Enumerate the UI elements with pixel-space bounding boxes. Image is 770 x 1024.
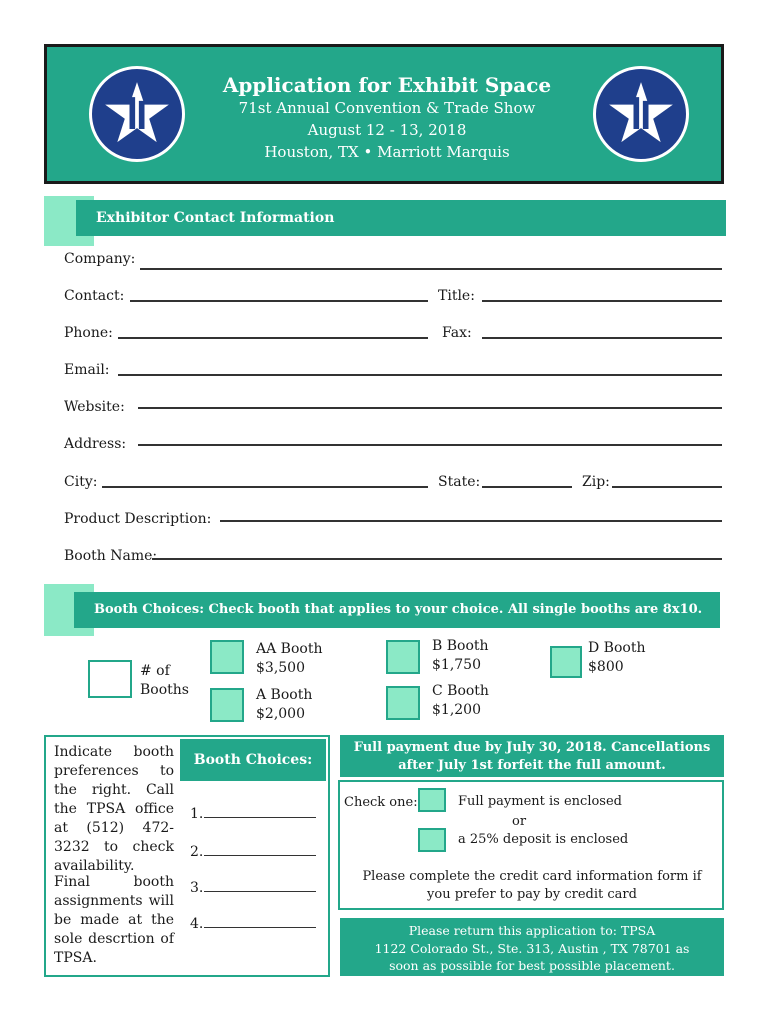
b-booth-price: $1,750 [432,657,481,673]
payment-heading: Full payment due by July 30, 2018. Cancellations after July 1st forfeit the full amount. [340,735,724,777]
booth-name-field[interactable] [152,558,722,560]
num-booths-label-2: Booths [140,682,189,698]
state-field[interactable] [482,486,572,488]
d-booth-checkbox[interactable] [550,646,582,678]
contact-field[interactable] [130,300,428,302]
b-booth-label: B Booth [432,638,489,654]
company-label: Company: [64,251,136,267]
d-booth-price: $800 [588,659,624,675]
event-name: 71st Annual Convention & Trade Show [238,99,536,117]
num-booths-label: # of [140,663,170,679]
event-dates: August 12 - 13, 2018 [307,121,467,139]
b-booth-checkbox[interactable] [386,640,420,674]
choice-4-number: 4. [190,916,204,932]
contact-section-heading: Exhibitor Contact Information [76,200,726,236]
choice-2-field[interactable] [204,855,316,856]
form-title: Application for Exhibit Space [222,73,552,97]
return-line-3: soon as possible for best possible placement. [389,958,675,973]
preferences-instructions: Indicate booth preferences to the right. Call the TPSA office at (512) 472-3232 to check availability. [54,744,174,874]
choice-3-number: 3. [190,880,204,896]
tpsa-logo-right [593,66,689,162]
choice-4-field[interactable] [204,927,316,928]
choice-2-number: 2. [190,844,204,860]
credit-card-note: Please complete the credit card information form if you prefer to pay by credit card [362,869,702,902]
check-one-label: Check one: [344,795,418,810]
phone-label: Phone: [64,325,113,341]
tpsa-logo-left [89,66,185,162]
return-line-1: Please return this application to: TPSA [408,923,656,938]
email-label: Email: [64,362,110,378]
booth-section-heading: Booth Choices: Check booth that applies to your choice. All single booths are 8x10. [74,592,720,628]
zip-field[interactable] [612,486,722,488]
address-label: Address: [64,436,127,452]
website-label: Website: [64,399,125,415]
a-booth-label: A Booth [256,687,313,703]
state-label: State: [438,474,481,490]
choice-3-field[interactable] [204,891,316,892]
address-field[interactable] [138,444,722,446]
company-field[interactable] [140,268,722,270]
title-label: Title: [438,288,475,304]
product-description-field[interactable] [220,520,722,522]
header-banner [44,44,724,184]
choice-1-number: 1. [190,806,204,822]
return-address-box [340,918,724,976]
city-label: City: [64,474,98,490]
a-booth-price: $2,000 [256,706,305,722]
event-location: Houston, TX • Marriott Marquis [264,143,510,161]
booth-name-label: Booth Name: [64,548,158,564]
website-field[interactable] [138,407,722,409]
aa-booth-price: $3,500 [256,660,305,676]
num-booths-input[interactable] [88,660,132,698]
email-field[interactable] [118,374,722,376]
or-label: or [512,814,527,829]
c-booth-price: $1,200 [432,702,481,718]
choice-1-field[interactable] [204,817,316,818]
deposit-checkbox[interactable] [418,828,446,852]
fax-field[interactable] [482,337,722,339]
c-booth-checkbox[interactable] [386,686,420,720]
d-booth-label: D Booth [588,640,646,656]
c-booth-label: C Booth [432,683,489,699]
final-assignment-note: Final booth assignments will be made at the sole descrtion of TPSA. [54,874,174,966]
aa-booth-label: AA Booth [256,641,323,657]
full-payment-checkbox[interactable] [418,788,446,812]
a-booth-checkbox[interactable] [210,688,244,722]
phone-field[interactable] [118,337,428,339]
payment-options-box [338,780,724,910]
product-description-label: Product Description: [64,511,212,527]
zip-label: Zip: [582,474,610,490]
city-field[interactable] [102,486,428,488]
title-field[interactable] [482,300,722,302]
deposit-label: a 25% deposit is enclosed [458,832,629,847]
fax-label: Fax: [442,325,472,341]
booth-choices-heading: Booth Choices: [180,739,326,781]
full-payment-label: Full payment is enclosed [458,794,622,809]
contact-label: Contact: [64,288,125,304]
aa-booth-checkbox[interactable] [210,640,244,674]
return-line-2: 1122 Colorado St., Ste. 313, Austin , TX 78701 as [374,940,690,956]
booth-preferences-box [44,735,330,977]
